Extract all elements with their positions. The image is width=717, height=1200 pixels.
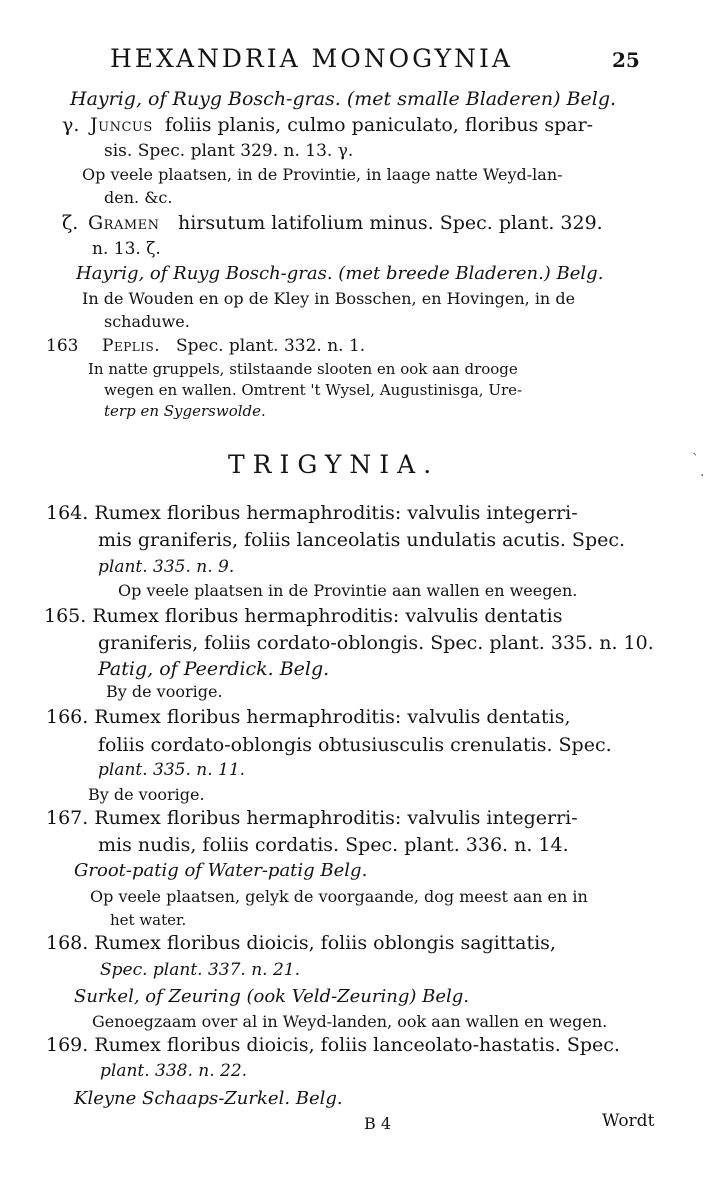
entry-number: 163 [46, 336, 79, 356]
genus-name: Gramen [88, 212, 160, 234]
margin-speck: · [700, 468, 705, 484]
genus-name: Juncus [90, 114, 153, 136]
text-line: Hayrig, of Ruyg Bosch-gras. (met breede Bladeren.) Belg. [76, 263, 604, 284]
text-line: Op veele plaatsen, gelyk de voorgaande, dog meest aan en in [90, 887, 588, 906]
text-line: Spec. plant. 337. n. 21. [100, 960, 301, 980]
text-line: n. 13. ζ. [92, 239, 161, 259]
signature-mark: B 4 [364, 1114, 392, 1133]
text-line: mis nudis, foliis cordatis. Spec. plant. 336. n. 14. [98, 834, 569, 856]
text-line: Op veele plaatsen, in de Provintie, in laage natte Weyd-lan- [82, 165, 563, 184]
genus-name: Peplis. [102, 336, 161, 356]
text-line: schaduwe. [104, 312, 190, 331]
text-line: sis. Spec. plant 329. n. 13. γ. [104, 141, 354, 161]
text-line: In natte gruppels, stilstaande slooten en ook aan drooge [88, 360, 518, 378]
text-line: Patig, of Peerdick. Belg. [98, 658, 330, 680]
text-line: plant. 335. n. 11. [98, 760, 246, 780]
text-line: wegen en wallen. Omtrent 't Wysel, Augustinisga, Ure- [104, 381, 523, 399]
text-line: 164. Rumex floribus hermaphroditis: valvulis integerri- [46, 502, 578, 524]
text-line: het water. [110, 911, 187, 929]
text-line: den. &c. [104, 188, 173, 207]
text-line: hirsutum latifolium minus. Spec. plant. 329. [178, 212, 603, 234]
text-line: terp en Sygerswolde. [104, 402, 266, 420]
text-line: In de Wouden en op de Kley in Bosschen, en Hovingen, in de [82, 289, 576, 308]
text-line: 165. Rumex floribus hermaphroditis: valvulis dentatis [44, 605, 563, 627]
text-line: foliis cordato-oblongis obtusiusculis crenulatis. Spec. [98, 734, 612, 756]
text-line: By de voorige. [106, 682, 223, 701]
running-title: HEXANDRIA MONOGYNIA [110, 44, 513, 73]
text-line: Hayrig, of Ruyg Bosch-gras. (met smalle Bladeren) Belg. [70, 88, 617, 110]
variety-marker: ζ. [62, 212, 79, 234]
margin-speck: ` [692, 452, 699, 468]
text-line: Spec. plant. 332. n. 1. [176, 336, 366, 356]
text-line: By de voorige. [88, 785, 205, 804]
section-heading: TRIGYNIA. [228, 450, 440, 479]
page-number: 25 [612, 48, 640, 72]
text-line: foliis planis, culmo paniculato, floribus spar- [165, 114, 594, 136]
variety-marker: γ. [62, 114, 80, 136]
text-line: 168. Rumex floribus dioicis, foliis oblongis sagittatis, [46, 932, 556, 954]
catchword: Wordt [602, 1111, 655, 1131]
text-line: Op veele plaatsen in de Provintie aan wallen en weegen. [118, 581, 578, 600]
text-line: 167. Rumex floribus hermaphroditis: valvulis integerri- [46, 807, 578, 829]
text-line: plant. 338. n. 22. [100, 1061, 248, 1081]
text-line: Groot-patig of Water-patig Belg. [74, 860, 368, 881]
text-line: plant. 335. n. 9. [98, 557, 235, 577]
text-line: Surkel, of Zeuring (ook Veld-Zeuring) Belg. [74, 986, 469, 1007]
text-line: graniferis, foliis cordato-oblongis. Spec. plant. 335. n. 10. [98, 632, 654, 654]
text-line: mis graniferis, foliis lanceolatis undulatis acutis. Spec. [98, 529, 626, 551]
text-line: 169. Rumex floribus dioicis, foliis lanceolato-hastatis. Spec. [46, 1034, 620, 1056]
text-line: Genoegzaam over al in Weyd-landen, ook aan wallen en wegen. [92, 1012, 608, 1031]
text-line: Kleyne Schaaps-Zurkel. Belg. [74, 1088, 343, 1109]
text-line: 166. Rumex floribus hermaphroditis: valvulis dentatis, [46, 706, 571, 728]
